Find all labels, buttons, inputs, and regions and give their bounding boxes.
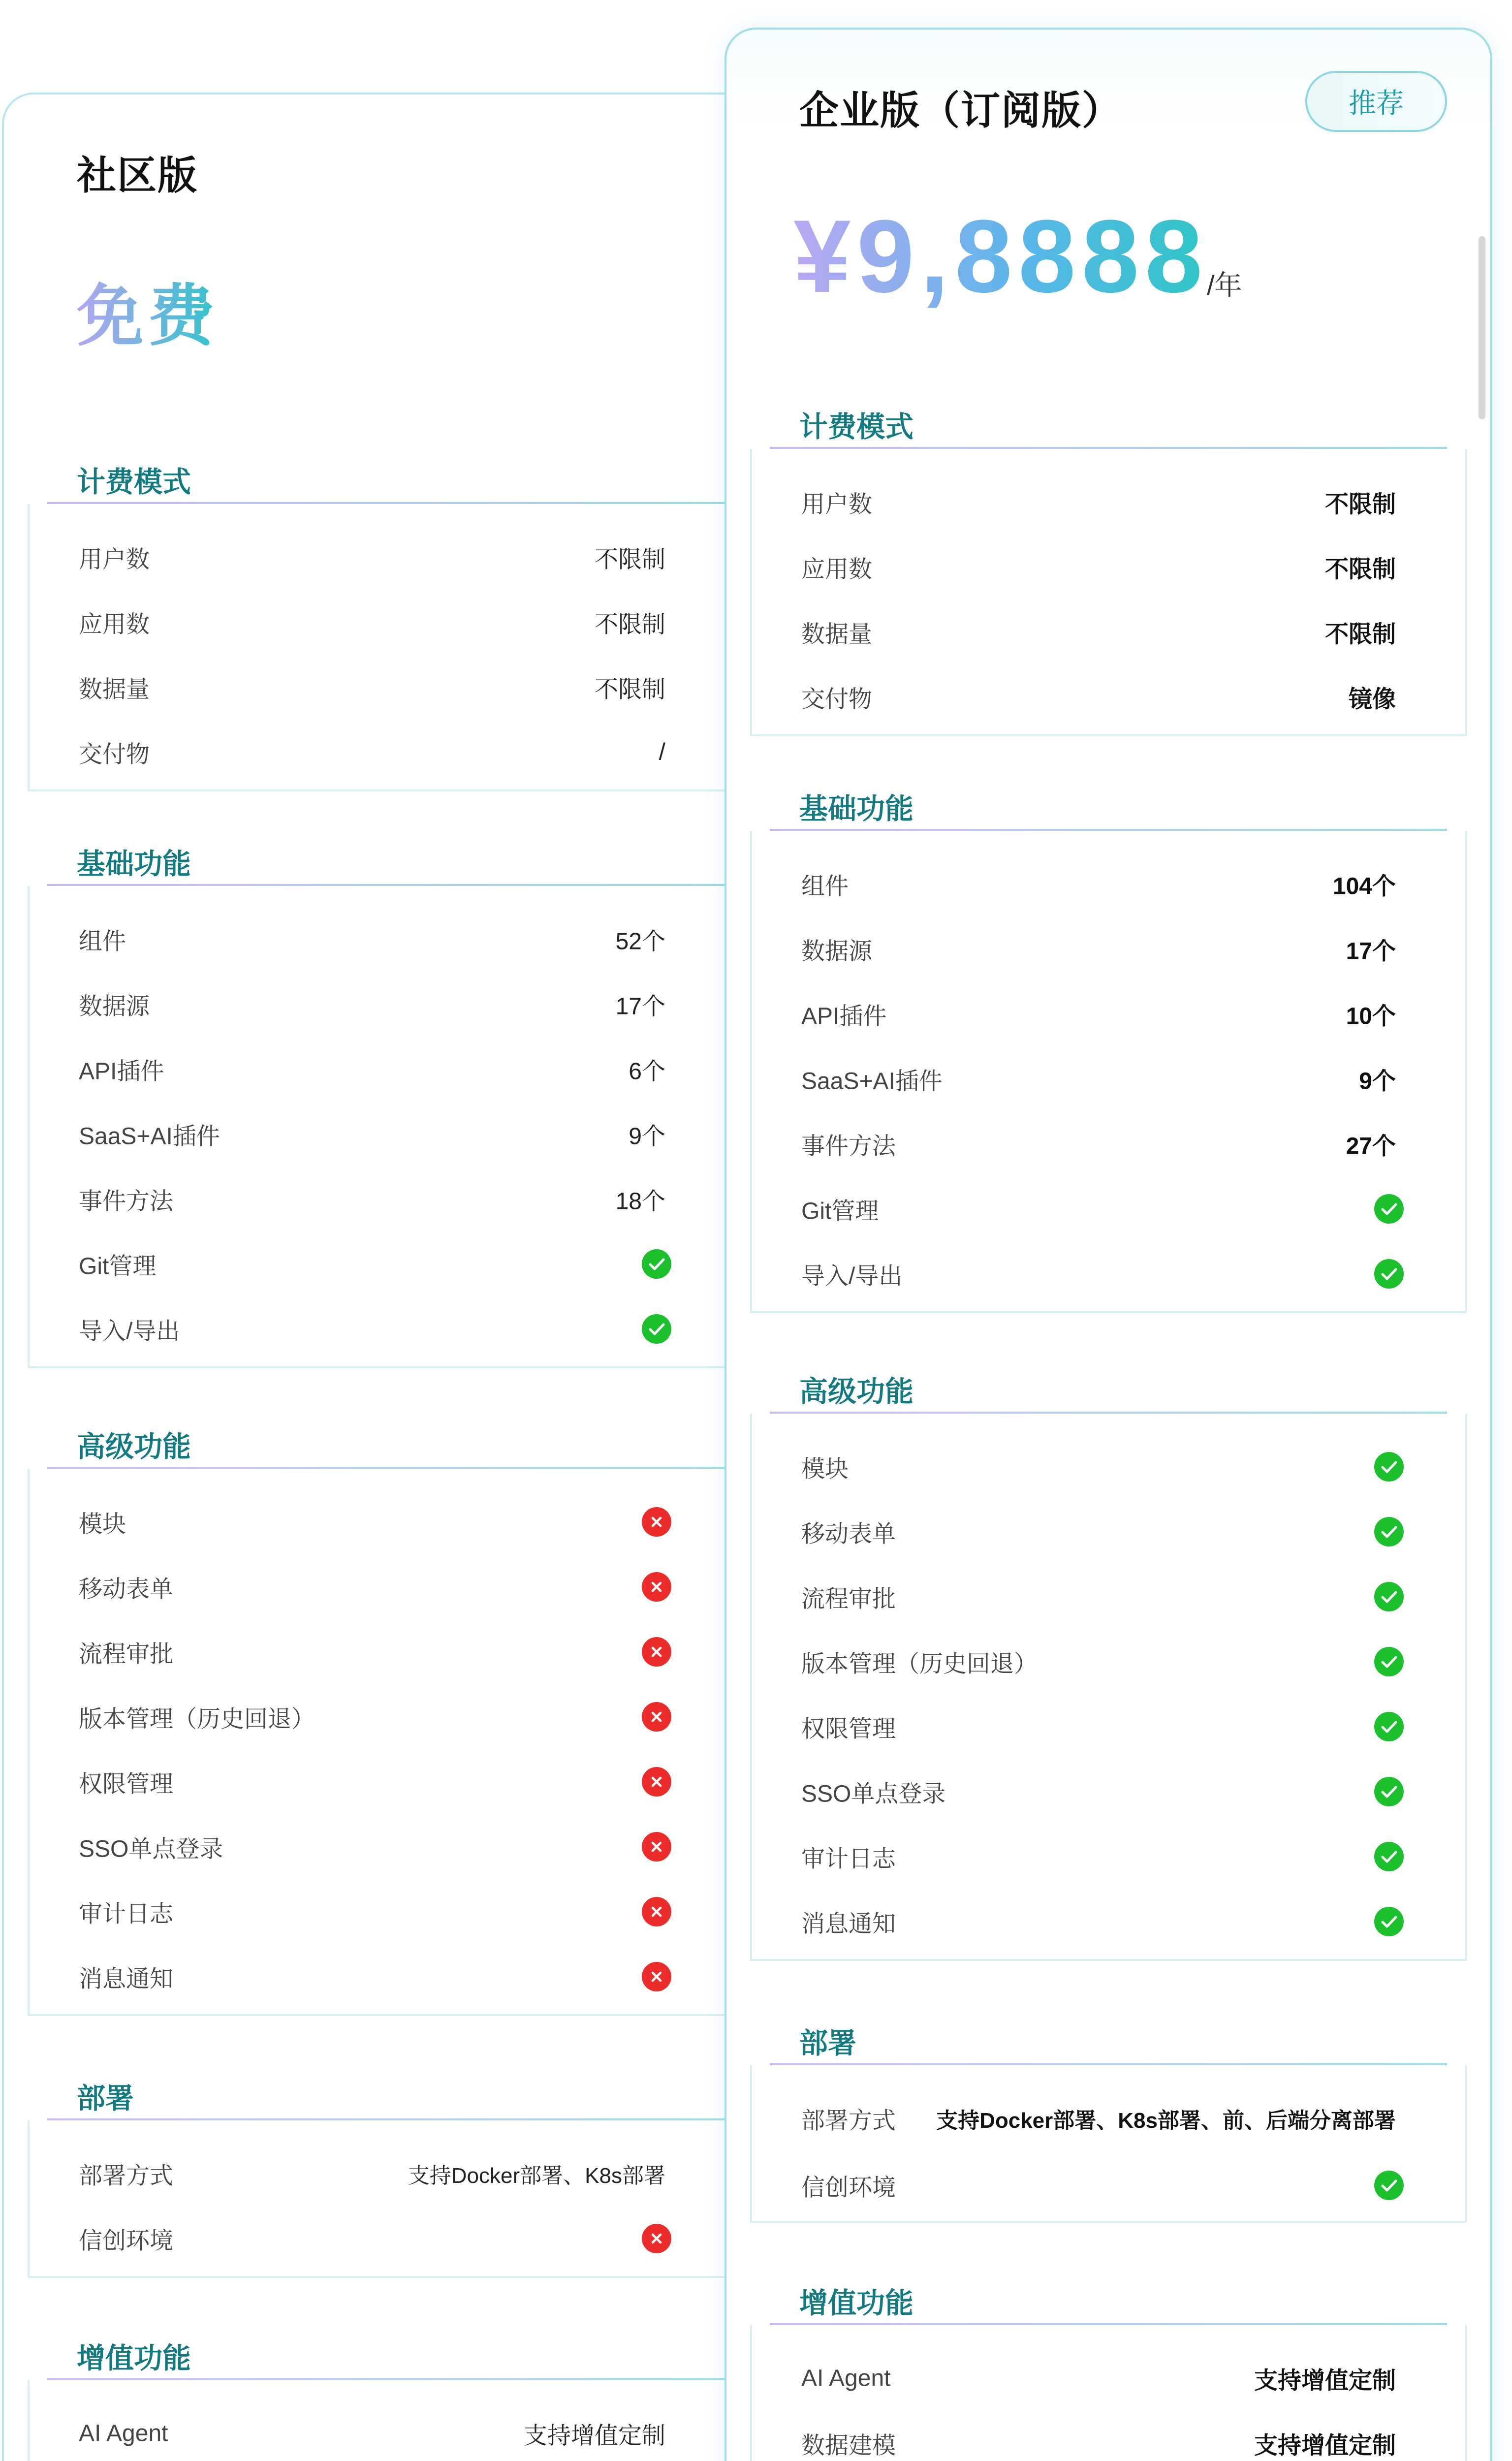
section-title: 计费模式: [799, 411, 914, 443]
row-label: 用户数: [79, 546, 150, 573]
table-row: [752, 2156, 1465, 2215]
check-icon: [642, 1314, 671, 1344]
check-icon: [642, 1249, 671, 1279]
check-icon: [1374, 1582, 1404, 1611]
check-icon: [1374, 1194, 1404, 1224]
row-label: 审计日志: [79, 1901, 174, 1927]
row-value: /: [659, 739, 665, 765]
row-label: 模块: [79, 1511, 126, 1538]
table-row: [752, 1114, 1465, 1173]
section-box: [28, 2380, 736, 2461]
row-label: 部署方式: [801, 2108, 896, 2134]
row-value: 不限制: [594, 611, 665, 638]
table-row: [30, 593, 734, 652]
plan-price: ¥9,8888: [793, 197, 1208, 316]
table-row: [30, 1299, 734, 1358]
table-row: [30, 1947, 734, 2006]
row-label: 数据量: [801, 621, 873, 648]
row-label: API插件: [801, 1003, 887, 1030]
table-row: [752, 2349, 1465, 2408]
section-title: 高级功能: [77, 1431, 191, 1463]
plan-name: 社区版: [77, 154, 198, 197]
row-value: 不限制: [1324, 621, 1396, 648]
table-row: [30, 528, 734, 587]
table-row: [752, 1179, 1465, 1238]
row-label: AI Agent: [801, 2365, 891, 2392]
row-value: 10个: [1346, 1003, 1396, 1030]
row-label: 事件方法: [79, 1188, 174, 1215]
row-label: 数据源: [801, 938, 873, 965]
table-row: [752, 1049, 1465, 1108]
row-value: 不限制: [594, 546, 665, 573]
check-icon: [1374, 1842, 1404, 1871]
table-row: [752, 854, 1465, 914]
table-row: [30, 2209, 734, 2268]
table-row: [30, 1817, 734, 1876]
cross-icon: [642, 1962, 671, 1991]
check-icon: [1374, 1259, 1404, 1289]
table-row: [752, 1244, 1465, 1303]
check-icon: [1374, 1647, 1404, 1676]
row-value: 9个: [629, 1123, 665, 1150]
row-label: 部署方式: [79, 2163, 174, 2189]
check-icon: [1374, 1712, 1404, 1741]
row-label: 消息通知: [79, 1966, 174, 1992]
row-label: 信创环境: [801, 2175, 896, 2201]
row-value: 支持增值定制: [1254, 2432, 1396, 2459]
section-title: 部署: [77, 2082, 134, 2114]
row-label: Git管理: [79, 1253, 157, 1280]
row-value: 不限制: [594, 676, 665, 703]
row-label: 审计日志: [801, 1846, 896, 1872]
table-row: [30, 1040, 734, 1099]
row-value: 6个: [629, 1058, 665, 1085]
table-row: [752, 2414, 1465, 2461]
section-title: 基础功能: [77, 848, 191, 880]
row-label: 应用数: [79, 611, 150, 638]
table-row: [752, 1502, 1465, 1561]
row-value: 18个: [615, 1188, 665, 1215]
row-value: 17个: [615, 993, 665, 1020]
row-label: 交付物: [79, 741, 150, 768]
row-value: 不限制: [1324, 556, 1396, 583]
section-title: 增值功能: [77, 2342, 191, 2374]
row-label: 移动表单: [801, 1521, 896, 1547]
row-label: 数据量: [79, 676, 150, 703]
row-label: 交付物: [801, 686, 873, 713]
table-row: [752, 919, 1465, 978]
section-title: 高级功能: [799, 1376, 914, 1408]
section-box: [750, 449, 1467, 736]
row-label: 信创环境: [79, 2228, 174, 2254]
cross-icon: [642, 1507, 671, 1537]
cross-icon: [642, 1897, 671, 1926]
section-box: [28, 1469, 736, 2016]
row-label: 数据建模: [801, 2432, 896, 2459]
row-label: SaaS+AI插件: [801, 1068, 943, 1095]
table-row: [30, 1234, 734, 1294]
table-row: [752, 602, 1465, 662]
table-row: [752, 537, 1465, 597]
section-title: 部署: [799, 2027, 857, 2059]
row-value: 镜像: [1348, 686, 1396, 713]
section-title: 基础功能: [799, 793, 914, 825]
table-row: [30, 658, 734, 717]
table-row: [30, 1882, 734, 1941]
section-box: [28, 504, 736, 791]
section-box: [750, 2325, 1467, 2461]
check-icon: [1374, 1777, 1404, 1806]
community-plan-card: [2, 93, 770, 2461]
table-row: [752, 1697, 1465, 1756]
cross-icon: [642, 1767, 671, 1797]
row-label: 组件: [801, 873, 849, 900]
cross-icon: [642, 1572, 671, 1602]
row-label: AI Agent: [79, 2420, 168, 2447]
table-row: [30, 1557, 734, 1616]
table-row: [30, 723, 734, 782]
table-row: [752, 667, 1465, 726]
row-label: 模块: [801, 1456, 849, 1483]
table-row: [30, 2404, 734, 2461]
recommended-badge: 推荐: [1305, 71, 1447, 132]
table-row: [30, 910, 734, 969]
table-row: [752, 2089, 1465, 2148]
price-period: /年: [1207, 270, 1242, 301]
section-title: 增值功能: [799, 2287, 914, 2319]
table-row: [30, 1622, 734, 1681]
table-row: [752, 1437, 1465, 1496]
row-label: 应用数: [801, 556, 873, 583]
row-label: 导入/导出: [79, 1318, 180, 1345]
section-title: 计费模式: [77, 466, 191, 498]
scrollbar[interactable]: [1479, 236, 1485, 419]
row-label: API插件: [79, 1058, 164, 1085]
row-value: 支持增值定制: [523, 2423, 665, 2449]
table-row: [30, 1492, 734, 1551]
section-box: [750, 831, 1467, 1313]
cross-icon: [642, 2224, 671, 2253]
section-box: [750, 1414, 1467, 1961]
row-label: 流程审批: [79, 1641, 174, 1668]
table-row: [30, 1104, 734, 1164]
row-label: SSO单点登录: [79, 1836, 223, 1862]
table-row: [752, 1567, 1465, 1626]
row-label: Git管理: [801, 1198, 879, 1225]
row-value: 支持增值定制: [1254, 2367, 1396, 2394]
section-box: [28, 2120, 736, 2278]
table-row: [752, 473, 1465, 532]
table-row: [30, 1752, 734, 1811]
table-row: [30, 2144, 734, 2203]
table-row: [30, 1169, 734, 1229]
row-value: 不限制: [1324, 491, 1396, 518]
row-label: 组件: [79, 928, 126, 955]
row-value: 104个: [1332, 873, 1396, 900]
row-label: 流程审批: [801, 1586, 896, 1612]
row-label: 事件方法: [801, 1133, 896, 1160]
row-label: 用户数: [801, 491, 873, 518]
row-value: 27个: [1346, 1133, 1396, 1160]
section-box: [28, 886, 736, 1368]
row-label: SaaS+AI插件: [79, 1123, 220, 1150]
table-row: [752, 1762, 1465, 1821]
row-label: 版本管理（历史回退）: [79, 1706, 315, 1733]
cross-icon: [642, 1702, 671, 1732]
check-icon: [1374, 1907, 1404, 1936]
row-label: 权限管理: [801, 1716, 896, 1742]
table-row: [752, 1827, 1465, 1886]
table-row: [752, 984, 1465, 1043]
check-icon: [1374, 2171, 1404, 2200]
cross-icon: [642, 1637, 671, 1667]
table-row: [752, 1632, 1465, 1691]
row-label: 数据源: [79, 993, 150, 1020]
plan-name: 企业版（订阅版）: [799, 89, 1122, 132]
cross-icon: [642, 1832, 671, 1862]
check-icon: [1374, 1452, 1404, 1482]
section-box: [750, 2065, 1467, 2223]
row-label: 导入/导出: [801, 1263, 903, 1290]
row-label: 版本管理（历史回退）: [801, 1651, 1038, 1677]
row-label: SSO单点登录: [801, 1781, 946, 1807]
row-label: 移动表单: [79, 1576, 174, 1603]
table-row: [30, 1687, 734, 1746]
row-value: 52个: [615, 928, 665, 955]
table-row: [752, 1892, 1465, 1951]
check-icon: [1374, 1517, 1404, 1546]
row-value: 支持Docker部署、K8s部署、前、后端分离部署: [936, 2109, 1396, 2133]
row-label: 权限管理: [79, 1771, 174, 1798]
enterprise-plan-card: [724, 28, 1492, 2461]
row-value: 17个: [1346, 938, 1396, 965]
plan-price: 免费: [77, 262, 219, 358]
table-row: [30, 975, 734, 1034]
row-value: 9个: [1359, 1068, 1396, 1095]
row-value: 支持Docker部署、K8s部署: [408, 2164, 665, 2188]
row-label: 消息通知: [801, 1911, 896, 1937]
